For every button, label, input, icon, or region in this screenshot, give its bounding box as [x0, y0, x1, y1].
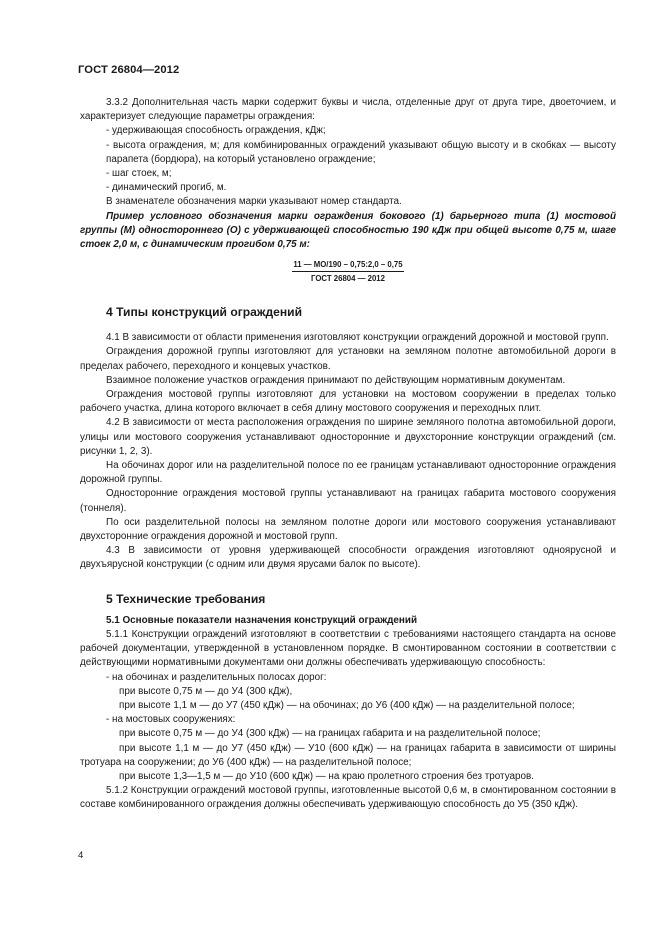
subsection-5-1-heading: 5.1 Основные показатели назначения конструкций ограждений: [106, 614, 418, 626]
paragraph: На обочинах дорог или на разделительной полосе по ее границам устанавливают односторонние ограждения дорожной группы.: [80, 460, 616, 486]
list-item: - шаг стоек, м;: [106, 168, 172, 180]
bridges-label: - на мостовых сооружениях:: [106, 714, 236, 726]
formula-numerator: 11 — МО/190 – 0,75:2,0 – 0,75: [292, 259, 403, 272]
list-item: при высоте 1,1 м — до У7 (450 кДж) — на обочинах; до У6 (400 кДж) — на разделительной полосе;: [119, 699, 575, 711]
document-body: [80, 96, 616, 813]
paragraph: Ограждения мостовой группы изготовляют для установки на мостовом сооружении в пределах только рабочего участка, длина которого включает в себя длину мостового сооружения и переходных плит.: [80, 389, 616, 415]
section-5-heading: 5 Технические требования: [106, 591, 266, 606]
paragraph: 4.3 В зависимости от уровня удерживающей способности ограждения изготовляют одноярусной и двухъярусной конструкции (с одним или двумя ярусами балок по высоте).: [80, 545, 616, 571]
paragraph: Односторонние ограждения мостовой группы устанавливают на границах габарита мостового сооружения (тоннеля).: [80, 488, 616, 514]
page-number: 4: [78, 850, 84, 861]
list-item: - высота ограждения, м; для комбинированных ограждений указывают общую высоту и в скобках — высоту парапета (бордюра), на который установлено ограждение;: [106, 139, 616, 165]
list-item: при высоте 1,1 м — до У7 (450 кДж) — У10 (600 кДж) — на границах габарита в зависимости от ширины тротуара на сооружении; до У6 (400 кДж) — на разделительной полосе;: [80, 742, 616, 768]
list-item: при высоте 1,3—1,5 м — до У10 (600 кДж) — на краю пролетного строения без тротуаров.: [119, 770, 534, 782]
denominator-note: В знаменателе обозначения марки указывают номер стандарта.: [106, 196, 402, 208]
section-4-heading: 4 Типы конструкций ограждений: [106, 305, 303, 320]
roads-label: - на обочинах и разделительных полосах дорог:: [106, 671, 327, 683]
list-item: - динамический прогиб, м.: [106, 182, 227, 194]
paragraph: Ограждения дорожной группы изготовляют для установки на земляном полотне автомобильной дороги в пределах рабочего, переходного и концевых участков.: [80, 346, 616, 372]
paragraph: 4.2 В зависимости от места расположения ограждения по ширине земляного полотна автомобильной дороги, улицы или мостового сооружения устанавливают односторонние и двухсторонние конструкции ограждений (см. рисунки 1, 2, 3).: [80, 417, 616, 457]
paragraph: 4.1 В зависимости от области применения изготовляют конструкции ограждений дорожной и мостовой групп.: [106, 332, 609, 344]
paragraph: По оси разделительной полосы на земляном полотне дороги или мостового сооружения устанавливают двухсторонние ограждения дорожной и мостовой групп.: [80, 516, 616, 543]
example-paragraph: Пример условного обозначения марки ограждения бокового (1) барьерного типа (1) мостовой группы (М) одностороннего (О) с удерживающей способностью 190 кДж при общей высоте 0,75 м, шаге стоек 2,0 м, с динамическим прогибом 0,75 м:: [80, 210, 616, 251]
formula-denominator: ГОСТ 26804 — 2012: [311, 274, 385, 284]
list-item: при высоте 0,75 м — до У4 (300 кДж),: [119, 685, 293, 697]
list-item: при высоте 0,75 м — до У4 (300 кДж) — на границах габарита и на разделительной полосе;: [119, 728, 541, 740]
page-header-title: ГОСТ 26804—2012: [78, 64, 180, 76]
mark-designation-formula: [80, 259, 616, 284]
list-item: - удерживающая способность ограждения, кДж;: [106, 125, 326, 137]
paragraph-5-1-2: 5.1.2 Конструкции ограждений мостовой группы, изготовленные высотой 0,6 м, в смонтированном состоянии в составе комбинированного ограждения должны обеспечивать удерживающую способность до У5 (350 кДж).: [80, 785, 616, 811]
paragraph-5-1-1: 5.1.1 Конструкции ограждений изготовляют в соответствии с требованиями настоящего стандарта на основе рабочей документации, утвержденной в установленном порядке. В смонтированном состоянии в соответствии с действующими нормативными документами они должны обеспечивать удерживающую способность:: [80, 628, 616, 669]
paragraph: Взаимное положение участков ограждения принимают по действующим нормативным документам.: [106, 374, 566, 386]
paragraph-3-3-2: 3.3.2 Дополнительная часть марки содержит буквы и числа, отделенные друг от друга тире, двоеточием, и характеризует следующие параметры ограждения:: [80, 97, 616, 123]
